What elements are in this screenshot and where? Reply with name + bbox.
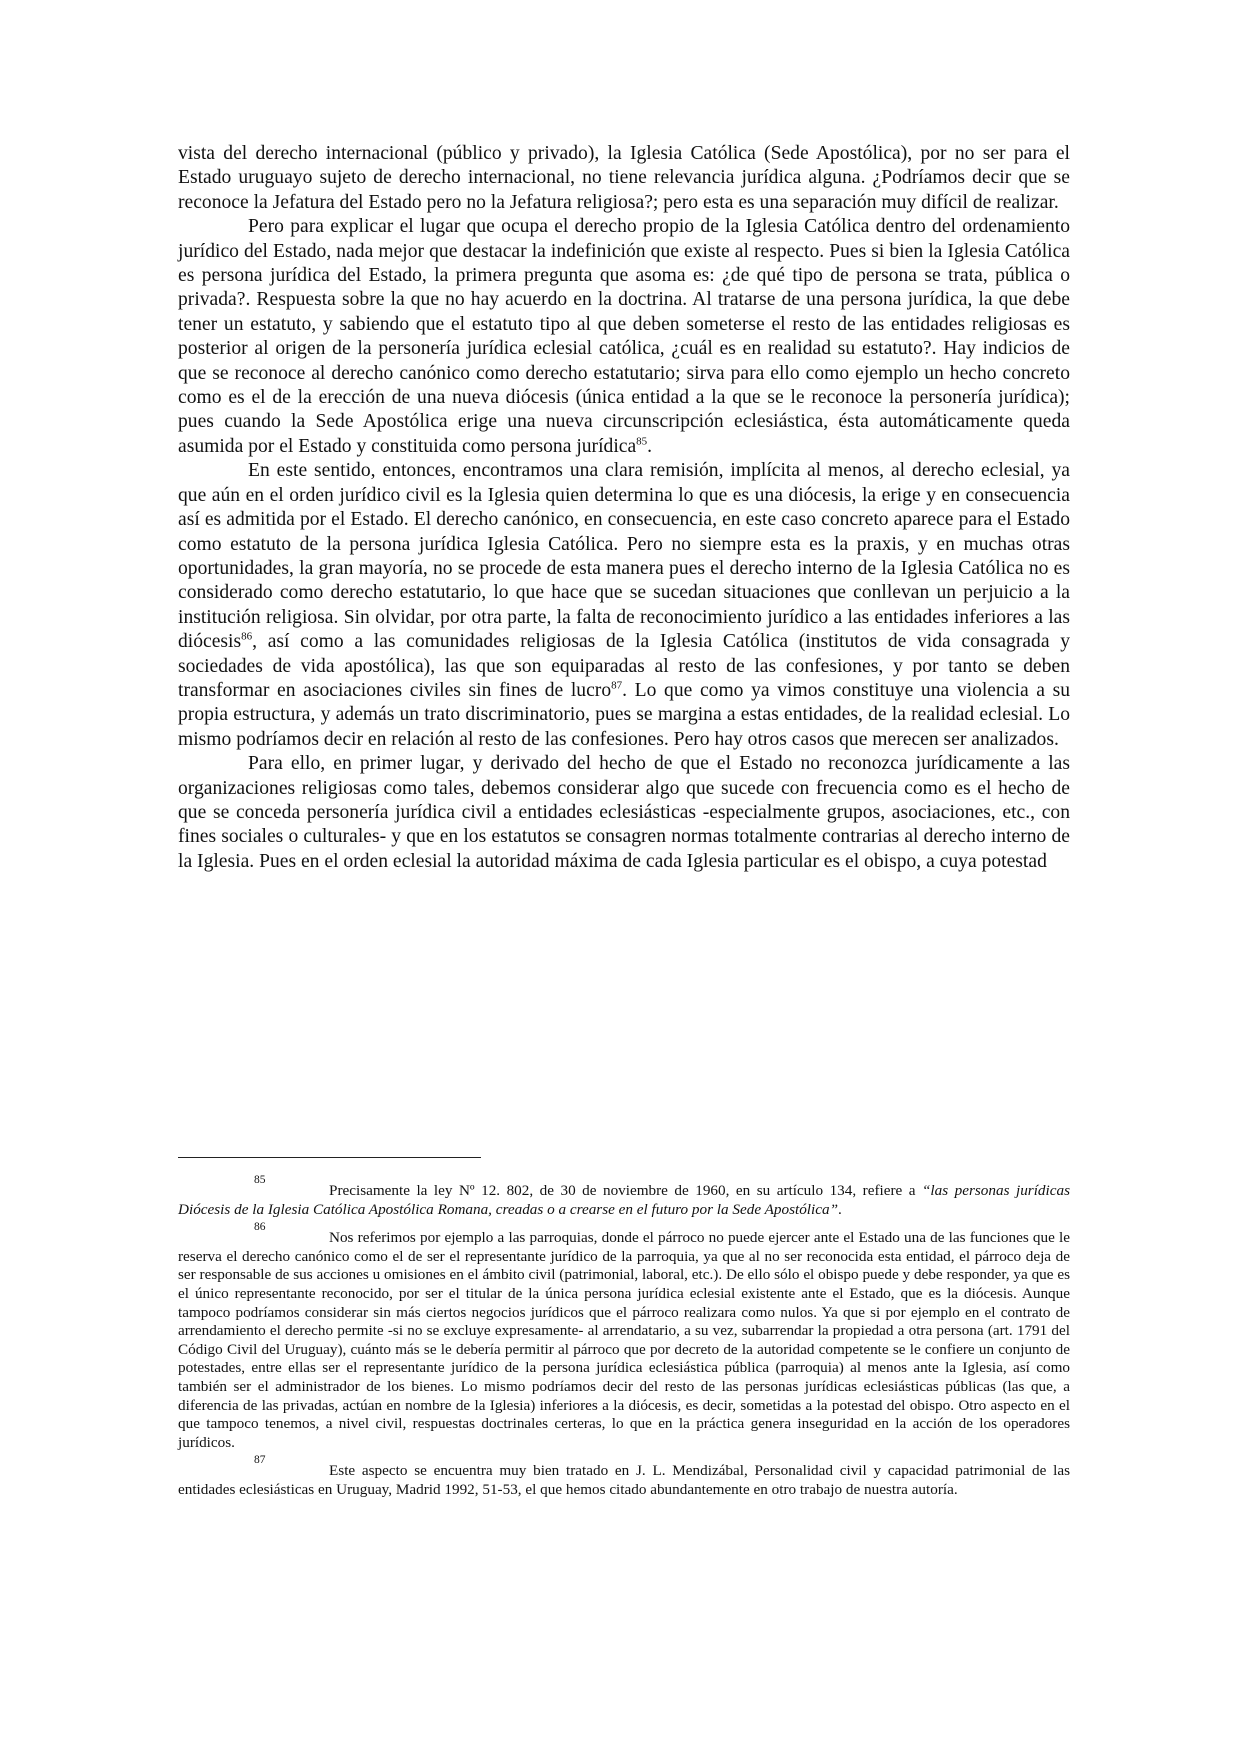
footnote-ref-85[interactable]: 85 [636,435,648,448]
footnote-85 [178,1174,1070,1219]
paragraph-2-tail: . [647,435,653,457]
footnote-number: 85 [254,1174,266,1186]
paragraph-4: Para ello, en primer lugar, y derivado del hecho de que el Estado no reconozca jurídicamente a las organizaciones religiosas como tales, debemos considerar algo que sucede con frecuencia como es el hecho de que se conceda personería jurídica civil a entidades eclesiásticas -especialmente grupos, asociaciones, etc., con fines sociales o culturales- y que en los estatutos se consagren normas totalmente contrarias al derecho interno de la Iglesia. Pues en el orden eclesial la autoridad máxima de cada Iglesia particular es el obispo, a cuya potestad [178,753,1070,872]
footnote-number: 86 [254,1221,266,1234]
paragraph-3 [178,459,1070,752]
footnote-85-text: Precisamente la ley Nº 12. 802, de 30 de noviembre de 1960, en su artículo 134, refiere a [329,1182,922,1199]
footnote-separator [178,1157,481,1158]
footnotes [178,1174,1070,1500]
paragraph-1: vista del derecho internacional (público y privado), la Iglesia Católica (Sede Apostólica), por no ser para el Estado uruguayo sujeto de derecho internacional, no tiene relevancia jurídica alguna. ¿Podríamos decir que se reconoce la Jefatura del Estado pero no la Jefatura religiosa?; pero esta es una separación muy difícil de realizar. [178,143,1070,213]
paragraph-2-text: Pero para explicar el lugar que ocupa el derecho propio de la Iglesia Católica dentro del ordenamiento jurídico del Estado, nada mejor que destacar la indefinición que existe al respecto. Pues si bien la Iglesia Católica es persona jurídica del Estado, la primera pregunta que asoma es: ¿de qué tipo de persona se trata, pública o privada?. Respuesta sobre la que no hay acuerdo en la doctrina. Al tratarse de una persona jurídica, la que debe tener un estatuto, y sabiendo que el estatuto tipo al que deben someterse el resto de las entidades religiosas es posterior al origen de la personería jurídica eclesial católica, ¿cuál es en realidad su estatuto?. Hay indicios de que se reconoce al derecho canónico como derecho estatutario; sirva para ello como ejemplo un hecho concreto como es el de la erección de una nueva diócesis (única entidad a la que se le reconoce la personería jurídica); pues cuando la Sede Apostólica erige una nueva circunscripción eclesiástica, ésta automáticamente queda asumida por el Estado y constituida como persona jurídica [178,216,1070,457]
footnote-87 [178,1454,1070,1499]
footnote-ref-86[interactable]: 86 [241,630,253,643]
footnote-ref-87[interactable]: 87 [611,679,623,692]
paragraph-2 [178,215,1070,459]
paragraph-3-tail: . Lo que como ya vimos constituye una violencia a su propia estructura, y además un trato discriminatorio, pues se margina a estas entidades, de la realidad eclesial. Lo mismo podríamos decir en relación al resto de las confesiones. Pero hay otros casos que merecen ser analizados. [178,679,1071,750]
footnote-number: 87 [254,1454,266,1467]
footnote-text [178,1182,1070,1219]
footnote-text: Este aspecto se encuentra muy bien tratado en J. L. Mendizábal, Personalidad civil y capacidad patrimonial de las entidades eclesiásticas en Uruguay, Madrid 1992, 51-53, el que hemos citado abundantemente en otro trabajo de nuestra autoría. [178,1462,1070,1498]
footnote-85-quote: “las personas jurídicas Diócesis de la Iglesia Católica Apostólica Romana, creadas o a crearse en el futuro por la Sede Apostólica” [178,1182,1070,1218]
paragraph-3-middle: , así como a las comunidades religiosas de la Iglesia Católica (institutos de vida consagrada y sociedades de vida apostólica), las que son equiparadas al resto de las confesiones, y por tanto se deben transformar en asociaciones civiles sin fines de lucro [178,631,1070,701]
footnote-text: Nos referimos por ejemplo a las parroquias, donde el párroco no puede ejercer ante el Estado una de las funciones que le reserva el derecho canónico como el de ser el representante jurídico de la parroquia, ya que al no ser reconocida esta entidad, el párroco deja de ser responsable de sus acciones u omisiones en el ámbito civil (patrimonial, laboral, etc.). De ello sólo el obispo puede y debe responder, ya que es el único representante reconocido, por ser el titular de la única persona jurídica eclesial existente ante el Estado, que es la diócesis. Aunque tampoco podríamos considerar sin más ciertos negocios jurídicos que el párroco realizara como nulos. Ya que si por ejemplo en el contrato de arrendamiento el derecho permite -si no se excluye expresamente- al arrendatario, a su vez, subarrendar la propiedad a otra persona (art. 1791 del Código Civil del Uruguay), cuánto más se le debería permitir al párroco que por decreto de la autoridad competente se le confiere un conjunto de potestades, entre ellas ser el representante jurídico de la persona jurídica eclesiástica pública (parroquia) al menos ante la Iglesia, así como también ser el administrador de los bienes. Lo mismo podríamos decir del resto de las personas jurídicas eclesiásticas públicas (las que, a diferencia de las privadas, actúan en nombre de la Iglesia) inferiores a la diócesis, es decir, sometidas a la potestad del obispo. Otro aspecto en el que tampoco tenemos, a nivel civil, respuestas doctrinales certeras, lo que en la práctica genera inseguridad en la acción de los operadores jurídicos. [178,1229,1070,1451]
footnote-85-tail: . [838,1200,842,1218]
footnote-86 [178,1221,1070,1452]
body-text [178,142,1070,874]
document-page [178,142,1070,874]
paragraph-3-text: En este sentido, entonces, encontramos una clara remisión, implícita al menos, al derecho eclesial, ya que aún en el orden jurídico civil es la Iglesia quien determina lo que es una diócesis, la erige y en consecuencia así es admitida por el Estado. El derecho canónico, en consecuencia, en este caso concreto aparece para el Estado como estatuto de la persona jurídica Iglesia Católica. Pero no siempre esta es la praxis, y en muchas otras oportunidades, la gran mayoría, no se procede de esta manera pues el derecho interno de la Iglesia Católica no es considerado como derecho estatutario, lo que hace que se sucedan situaciones que conllevan un perjuicio a la institución religiosa. Sin olvidar, por otra parte, la falta de reconocimiento jurídico a las entidades inferiores a las diócesis [178,460,1070,653]
